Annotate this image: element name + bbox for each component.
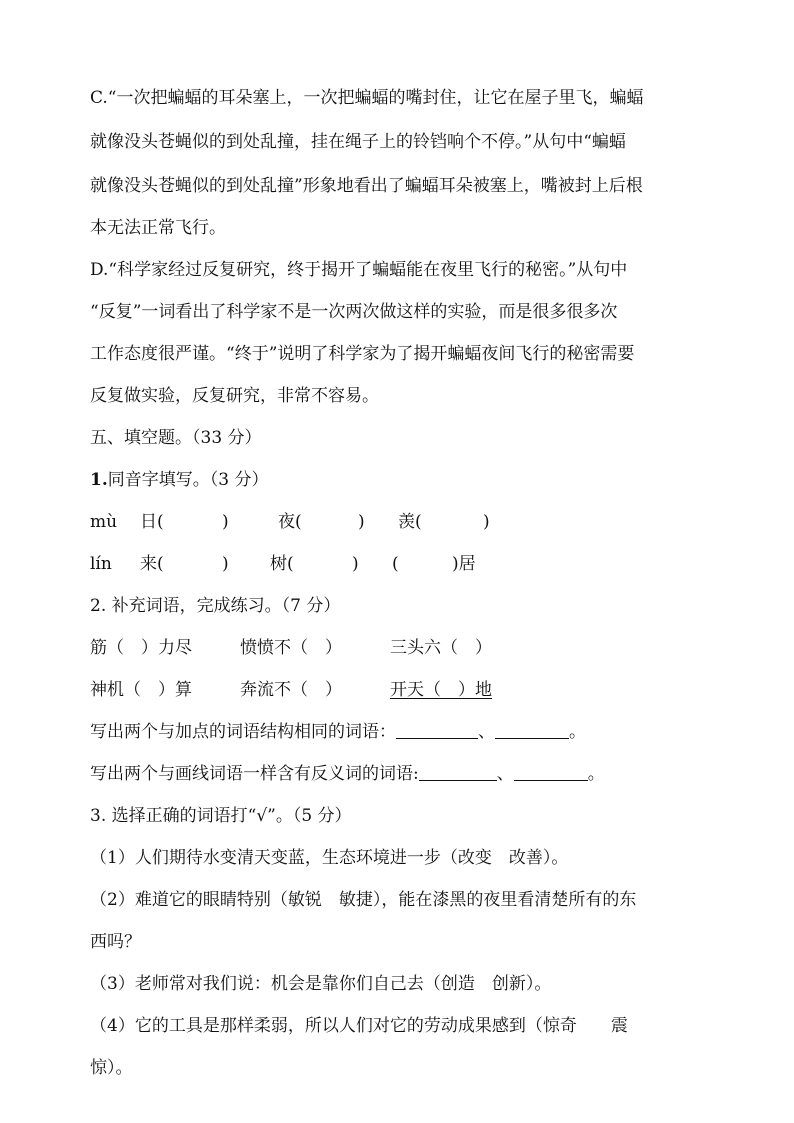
option-d-line-4: 反复做实验，反复研究，非常不容易。 <box>90 386 379 406</box>
option-c-line-4: 本无法正常飞行。 <box>90 218 226 238</box>
idiom-5: 奔流不（ ） <box>240 680 342 700</box>
answer-blank-1[interactable] <box>396 720 478 739</box>
section-five-title: 五、填空题。（33 分） <box>90 428 262 448</box>
mu-item-1-open: 日( <box>140 512 164 532</box>
q1-row-lin <box>90 552 710 576</box>
answer-blank-4[interactable] <box>514 762 588 781</box>
idiom-4: 神机（ ）算 <box>90 680 192 700</box>
q3-sentence-2-line-1: （2）难道它的眼睛特别（敏锐 敏捷），能在漆黑的夜里看清楚所有的东 <box>90 890 637 910</box>
lin-item-3-close: )居 <box>452 554 476 574</box>
q2-row-1 <box>90 636 710 660</box>
q1-row-mu <box>90 510 710 534</box>
mu-item-3-close: ) <box>483 512 490 532</box>
q2-ask-1-sep: 、 <box>478 722 495 742</box>
q2-row-2 <box>90 678 710 702</box>
idiom-2: 愤愤不（ ） <box>240 638 342 658</box>
option-c-line-2: 就像没头苍蝇似的到处乱撞，挂在绳子上的铃铛响个不停。”从句中“蝙蝠 <box>90 132 626 152</box>
option-c-line-3: 就像没头苍蝇似的到处乱撞”形象地看出了蝙蝠耳朵被塞上，嘴被封上后根 <box>90 176 643 196</box>
lin-item-1-close: ) <box>222 554 229 574</box>
option-c-line-1: C.“一次把蝙蝠的耳朵塞上，一次把蝙蝠的嘴封住，让它在屋子里飞，蝙蝠 <box>90 88 644 108</box>
lin-item-1-open: 来( <box>140 554 164 574</box>
question-1-number: 1. <box>90 470 108 490</box>
q2-ask-2 <box>90 762 710 786</box>
idiom-1: 筋（ ）力尽 <box>90 638 192 658</box>
mu-item-3-open: 羡( <box>398 512 422 532</box>
q2-ask-2-text: 写出两个与画线词语一样含有反义词的词语: <box>90 764 419 784</box>
q3-sentence-1: （1）人们期待水变清天变蓝，生态环境进一步（改变 改善）。 <box>90 848 569 868</box>
answer-blank-3[interactable] <box>419 762 497 781</box>
question-1-title <box>90 468 710 492</box>
question-3-title: 3. 选择正确的词语打“√”。（5 分） <box>90 806 352 826</box>
q2-ask-2-sep: 、 <box>496 764 514 784</box>
option-d-line-3: 工作态度很严谨。“终于”说明了科学家为了揭开蝙蝠夜间飞行的秘密需要 <box>90 344 635 364</box>
q2-ask-1-text: 写出两个与加点的词语结构相同的词语： <box>90 722 396 742</box>
q2-ask-1 <box>90 720 710 744</box>
answer-blank-2[interactable] <box>495 720 569 739</box>
pinyin-lin: lín <box>90 554 112 574</box>
lin-item-2-close: ) <box>352 554 359 574</box>
q3-sentence-3: （3）老师常对我们说：机会是靠你们自己去（创造 创新）。 <box>90 974 552 994</box>
q2-ask-2-end: 。 <box>587 764 605 784</box>
q3-sentence-4-line-2: 惊）。 <box>90 1058 133 1078</box>
lin-item-3-open: ( <box>392 554 399 574</box>
q3-sentence-2-line-2: 西吗？ <box>90 932 141 952</box>
q3-sentence-4-line-1: （4）它的工具是那样柔弱，所以人们对它的劳动成果感到（惊奇 震 <box>90 1016 628 1036</box>
lin-item-2-open: 树( <box>270 554 294 574</box>
option-d-line-2: “反复”一词看出了科学家不是一次两次做这样的实验，而是很多很多次 <box>90 302 618 322</box>
mu-item-1-close: ) <box>222 512 229 532</box>
mu-item-2-close: ) <box>358 512 365 532</box>
option-d-line-1: D.“科学家经过反复研究，终于揭开了蝙蝠能在夜里飞行的秘密。”从句中 <box>90 260 628 280</box>
idiom-3: 三头六（ ） <box>390 638 492 658</box>
question-2-title: 2. 补充词语，完成练习。（7 分） <box>90 596 341 616</box>
mu-item-2-open: 夜( <box>278 512 302 532</box>
question-1-text: 同音字填写。（3 分） <box>107 470 269 490</box>
idiom-6-underlined: 开天（ ）地 <box>390 680 492 700</box>
pinyin-mu: mù <box>90 512 118 532</box>
q2-ask-1-end: 。 <box>569 722 586 742</box>
